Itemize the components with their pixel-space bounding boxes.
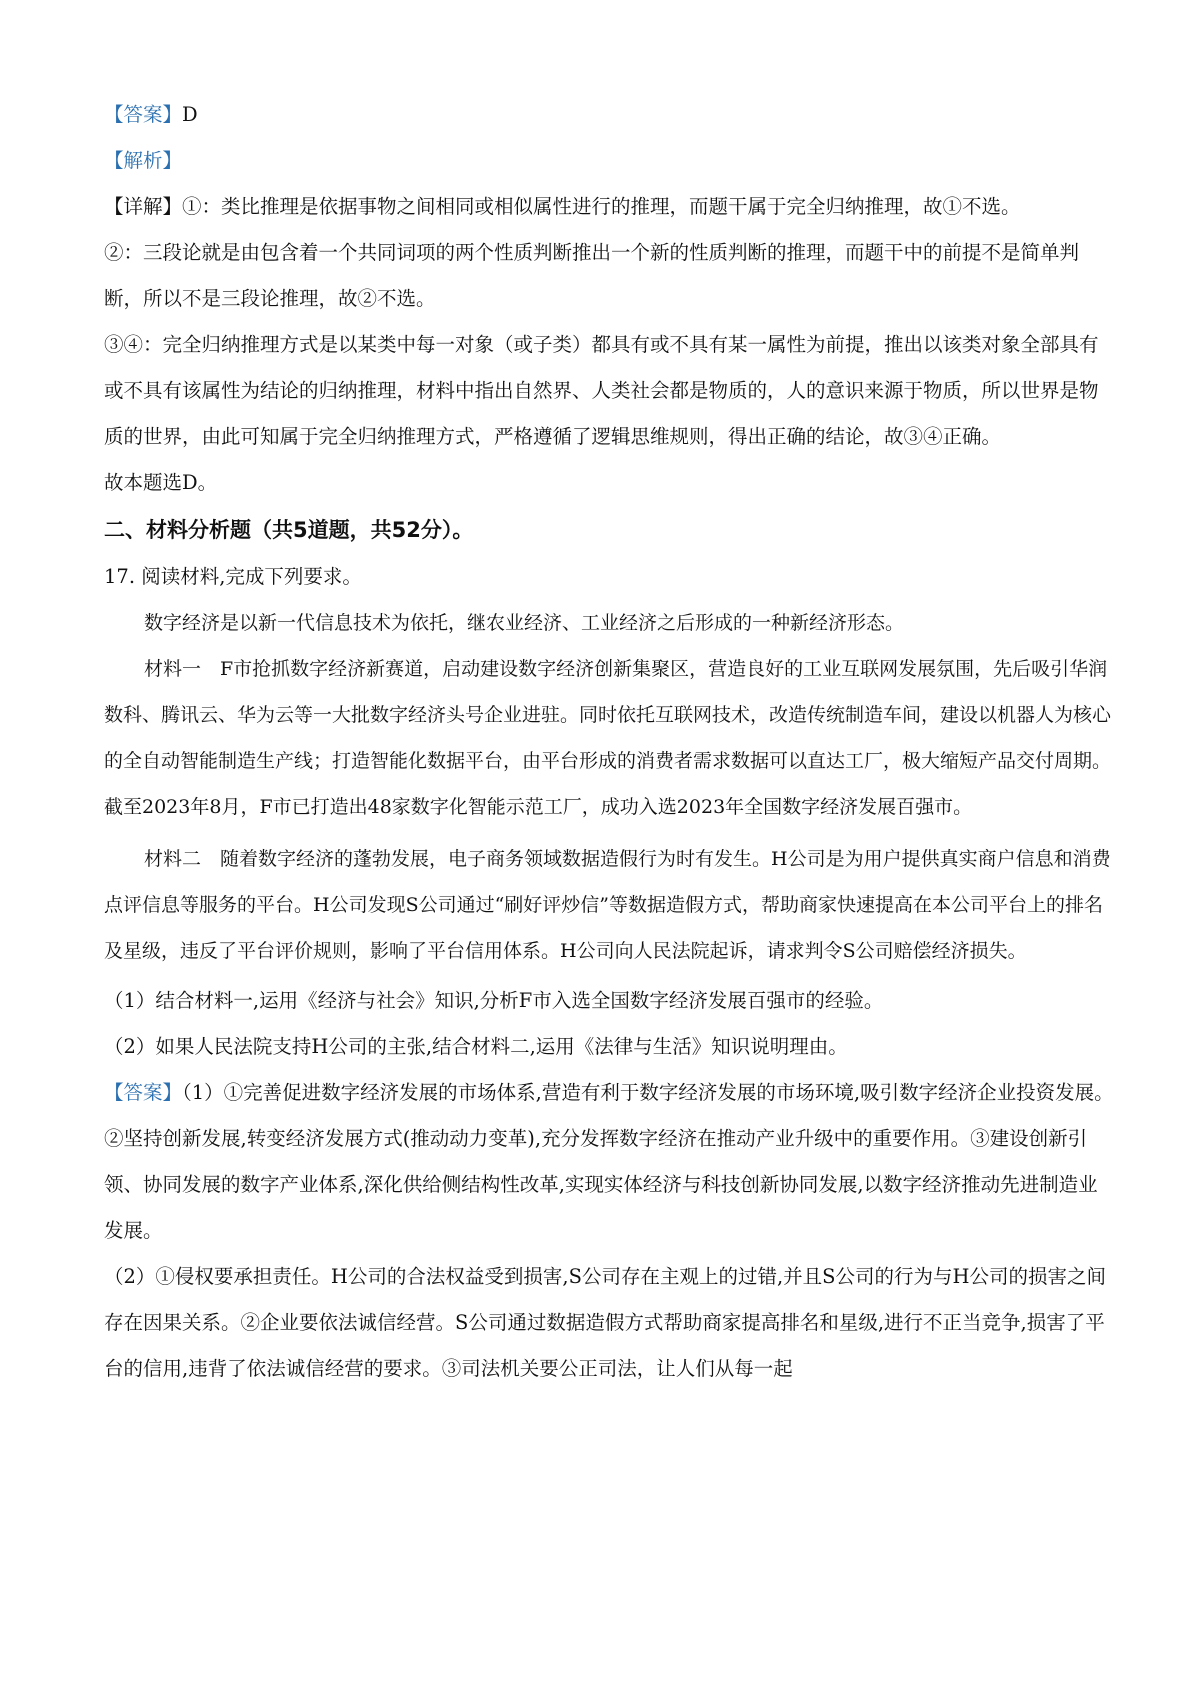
section-heading: 二、材料分析题（共5道题，共52分）。 — [104, 518, 474, 542]
requirement-2: （2）如果人民法院支持H公司的主张,结合材料二,运用《法律与生活》知识说明理由。 — [104, 1035, 848, 1058]
material-2: 材料二 随着数字经济的蓬勃发展，电子商务领域数据造假行为时有发生。H公司是为用户提供真实商户信息和消费点评信息等服务的平台。H公司发现S公司通过“刷好评炒信”等数据造假方式，帮助商家快速提高在本公司平台上的排名及星级，违反了平台评价规则，影响了平台信用体系。H公司向人民法院起诉，请求判令S公司赔偿经济损失。 — [104, 848, 1111, 962]
document-body — [104, 92, 1114, 1392]
detail-2: ②：三段论就是由包含着一个共同词项的两个性质判断推出一个新的性质判断的推理，而题干中的前提不是简单判断，所以不是三段论推理，故②不选。 — [104, 241, 1080, 310]
answer-1: 【答案】（1）①完善促进数字经济发展的市场体系,营造有利于数字经济发展的市场环境,吸引数字经济企业投资发展。②坚持创新发展,转变经济发展方式(推动动力变革),充分发挥数字经济在推动产业升级中的重要作用。③建设创新引领、协同发展的数字产业体系,深化供给侧结构性改革,实现实体经济与科技创新协同发展,以数字经济推动先进制造业发展。 — [104, 1081, 1114, 1242]
material-1: 材料一 F市抢抓数字经济新赛道，启动建设数字经济创新集聚区，营造良好的工业互联网发展氛围，先后吸引华润数科、腾讯云、华为云等一大批数字经济头号企业进驻。同时依托互联网技术，改造传统制造车间，建设以机器人为核心的全自动智能制造生产线；打造智能化数据平台，由平台形成的消费者需求数据可以直达工厂，极大缩短产品交付周期。截至2023年8月，F市已打造出48家数字化智能示范工厂，成功入选2023年全国数字经济发展百强市。 — [104, 658, 1112, 818]
detail-1: 【详解】①：类比推理是依据事物之间相同或相似属性进行的推理，而题干属于完全归纳推理，故①不选。 — [104, 195, 1021, 218]
requirement-1: （1）结合材料一,运用《经济与社会》知识,分析F市入选全国数字经济发展百强市的经验。 — [104, 989, 884, 1012]
detail-3: ③④：完全归纳推理方式是以某类中每一对象（或子类）都具有或不具有某一属性为前提，推出以该类对象全部具有或不具有该属性为结论的归纳推理，材料中指出自然界、人类社会都是物质的，人的意识来源于物质，所以世界是物质的世界，由此可知属于完全归纳推理方式，严格遵循了逻辑思维规则，得出正确的结论，故③④正确。 — [104, 333, 1099, 448]
answer-line: 【答案】D — [104, 103, 198, 126]
conclusion: 故本题选D。 — [104, 471, 218, 494]
analysis-label: 【解析】 — [104, 149, 183, 172]
material-intro: 数字经济是以新一代信息技术为依托，继农业经济、工业经济之后形成的一种新经济形态。 — [144, 612, 905, 634]
question-17: 17. 阅读材料,完成下列要求。 — [104, 565, 362, 588]
answer-2: （2）①侵权要承担责任。H公司的合法权益受到损害,S公司存在主观上的过错,并且S公司的行为与H公司的损害之间存在因果关系。②企业要依法诚信经营。S公司通过数据造假方式帮助商家提高排名和星级,进行不正当竞争,损害了平台的信用,违背了依法诚信经营的要求。③司法机关要公正司法，让人们从每一起 — [104, 1265, 1107, 1380]
